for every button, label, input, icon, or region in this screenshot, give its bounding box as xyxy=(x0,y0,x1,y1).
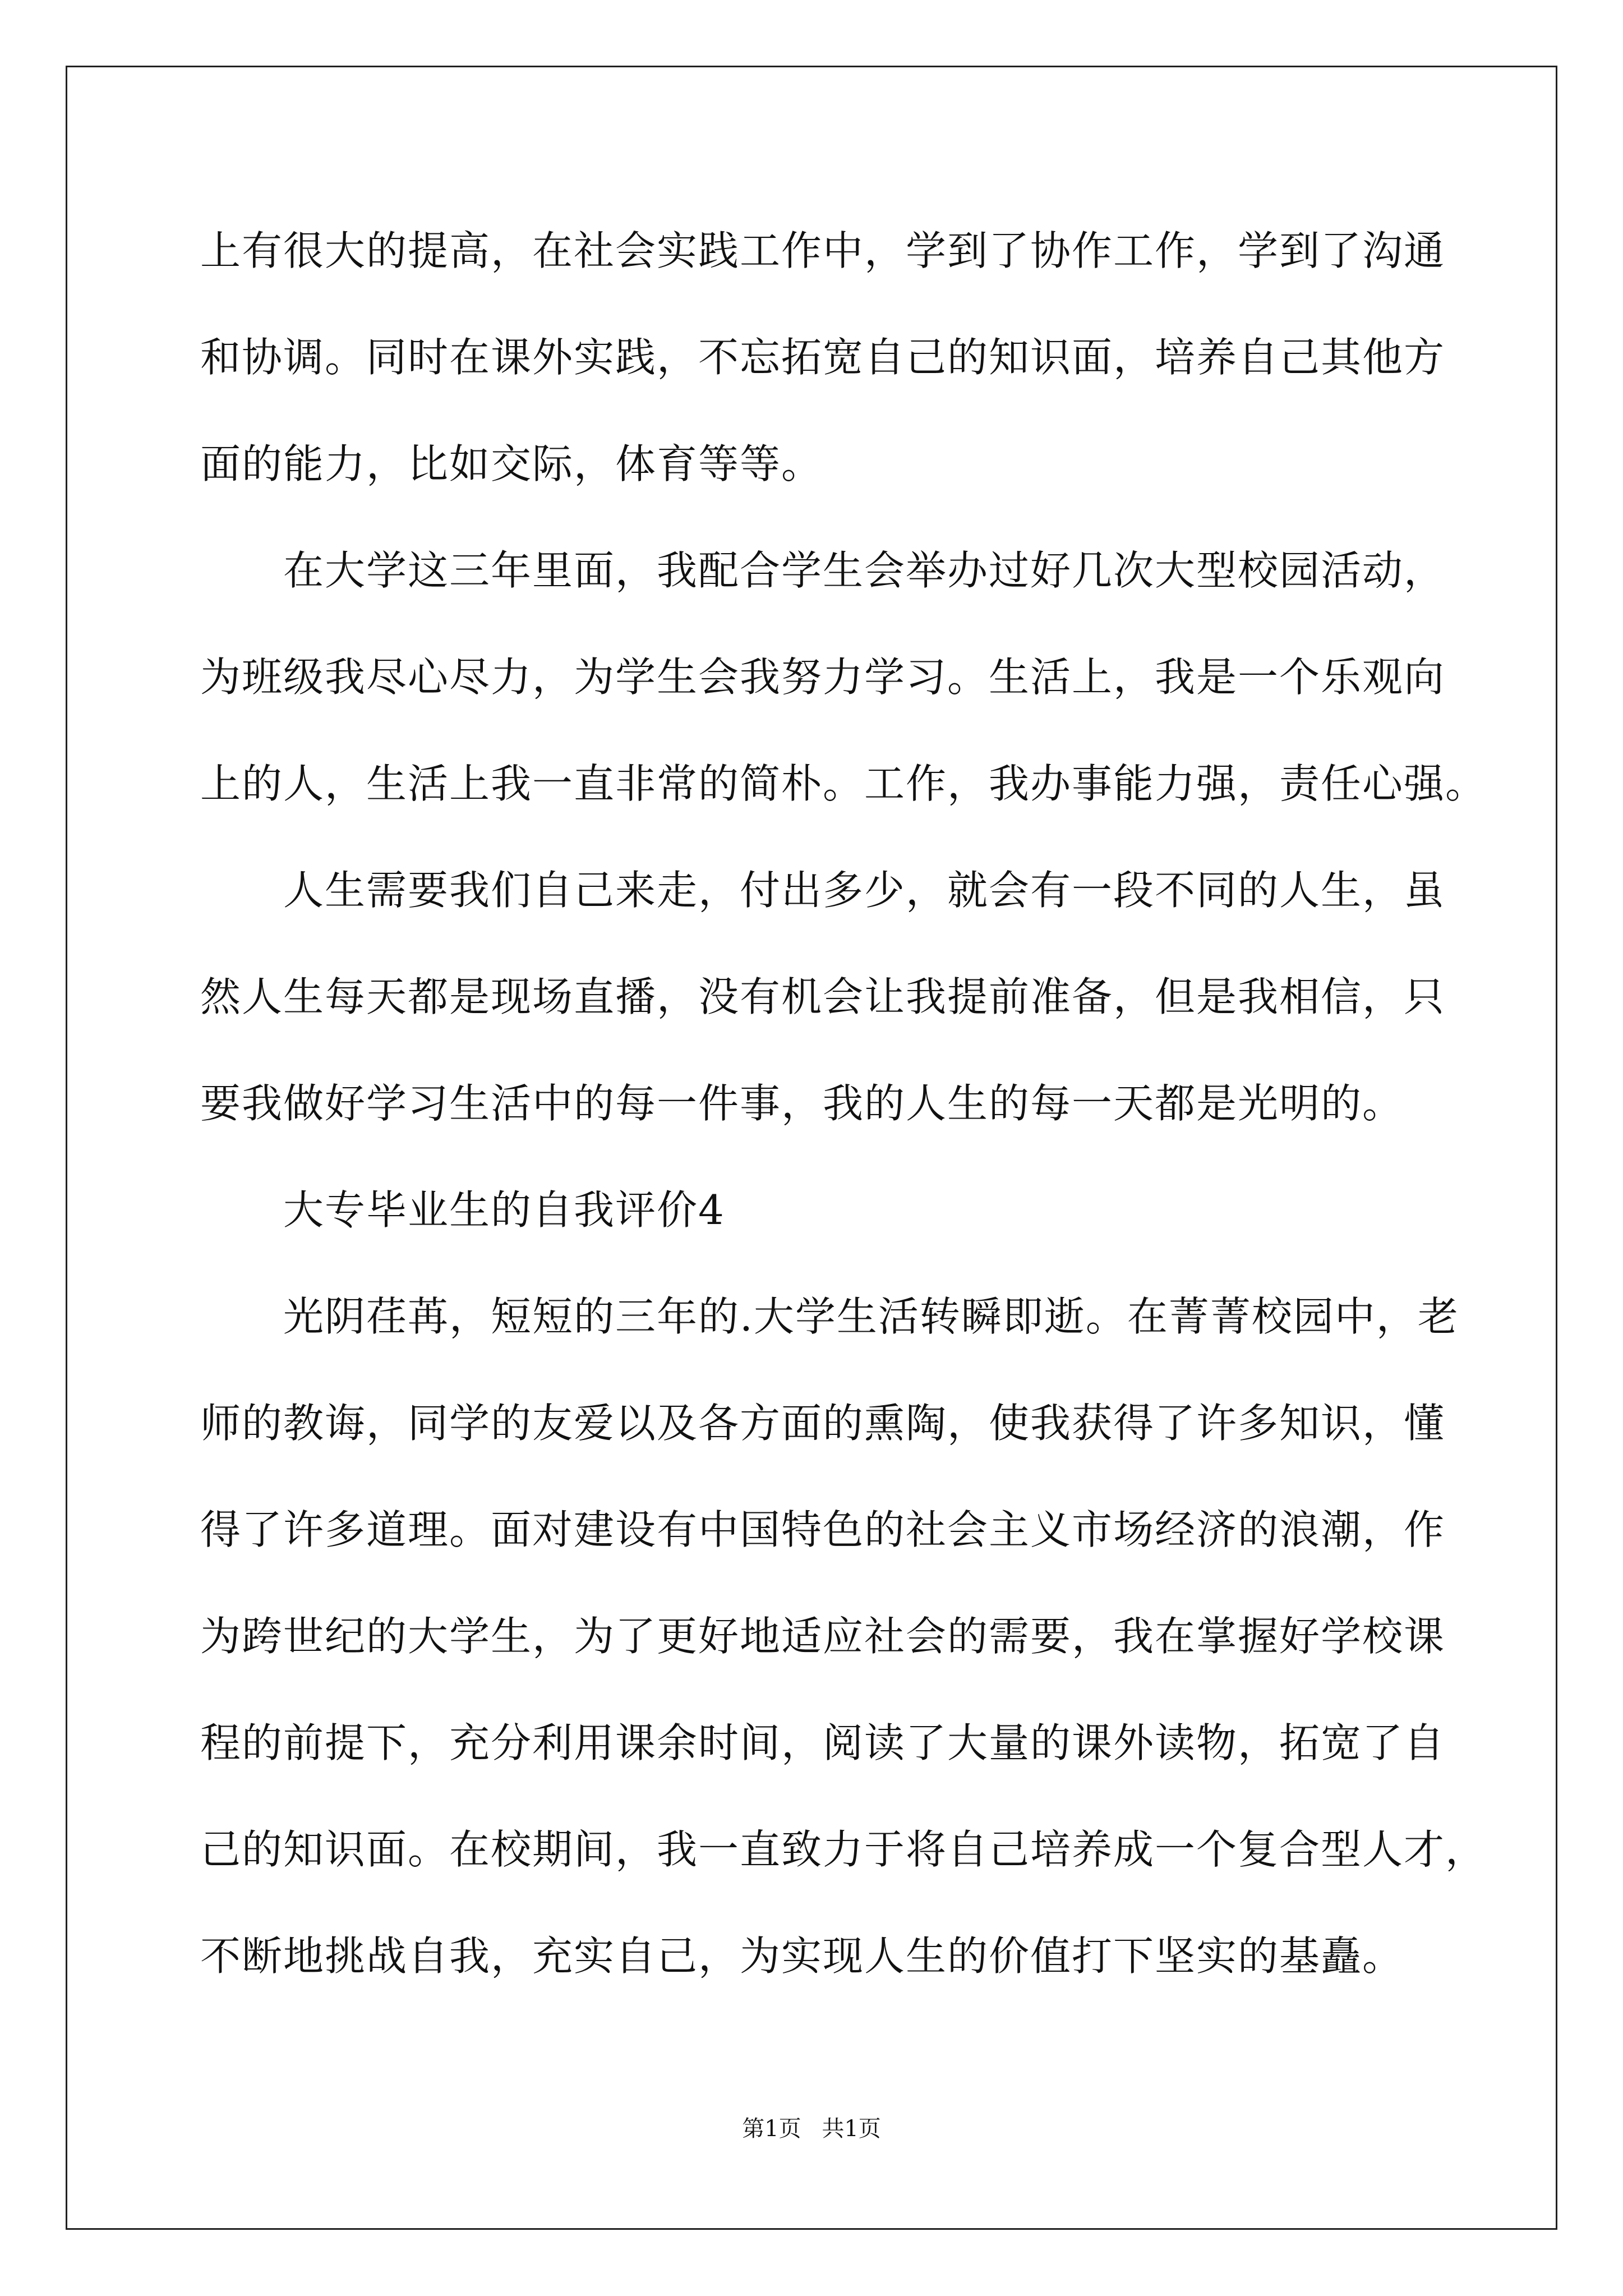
page-number: 第1页 xyxy=(742,2116,801,2142)
text-line: 得了许多道理。面对建设有中国特色的社会主义市场经济的浪潮，作 xyxy=(200,1506,1446,1553)
text-line: 师的教诲，同学的友爱以及各方面的熏陶，使我获得了许多知识，懂 xyxy=(200,1400,1446,1447)
text-line: 不断地挑战自我，充实自己，为实现人生的价值打下坚实的基矗。 xyxy=(200,1932,1404,1980)
text-line: 和协调。同时在课外实践，不忘拓宽自己的知识面，培养自己其他方 xyxy=(200,334,1446,381)
paragraph-first-line: 在大学这三年里面，我配合学生会举办过好几次大型校园活动， xyxy=(283,547,1446,594)
text-line: 程的前提下，充分利用课余时间，阅读了大量的课外读物，拓宽了自 xyxy=(200,1719,1446,1766)
text-line: 要我做好学习生活中的每一件事，我的人生的每一天都是光明的。 xyxy=(200,1080,1404,1127)
page-footer xyxy=(0,2115,1623,2143)
paragraph-first-line: 人生需要我们自己来走，付出多少，就会有一段不同的人生，虽 xyxy=(283,867,1446,914)
text-line: 面的能力，比如交际，体育等等。 xyxy=(200,440,823,487)
page-border xyxy=(66,66,1557,2230)
page-count: 共1页 xyxy=(822,2116,881,2142)
text-line: 然人生每天都是现场直播，没有机会让我提前准备，但是我相信，只 xyxy=(200,973,1446,1020)
text-line: 己的知识面。在校期间，我一直致力于将自己培养成一个复合型人才， xyxy=(200,1826,1487,1873)
section-heading: 大专毕业生的自我评价4 xyxy=(283,1186,725,1234)
paragraph-first-line: 光阴荏苒，短短的三年的.大学生活转瞬即逝。在菁菁校园中，老 xyxy=(283,1293,1459,1340)
text-line: 上有很大的提高，在社会实践工作中，学到了协作工作，学到了沟通 xyxy=(200,227,1446,274)
text-line: 为跨世纪的大学生，为了更好地适应社会的需要，我在掌握好学校课 xyxy=(200,1613,1446,1660)
text-line: 为班级我尽心尽力，为学生会我努力学习。生活上，我是一个乐观向 xyxy=(200,654,1446,701)
text-line: 上的人，生活上我一直非常的简朴。工作，我办事能力强，责任心强。 xyxy=(200,760,1487,807)
